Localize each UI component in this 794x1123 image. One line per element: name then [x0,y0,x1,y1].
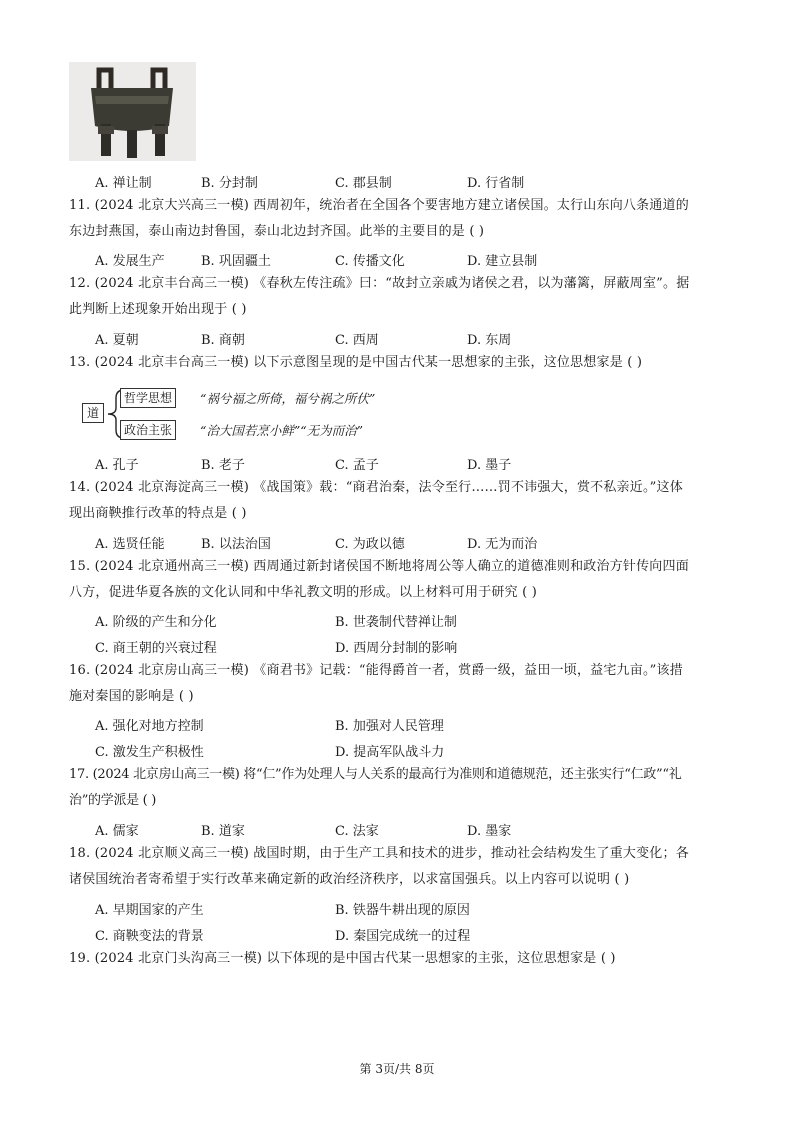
q15-option-c[interactable]: C. 商王朝的兴衰过程 [95,641,217,656]
q11-stem [69,193,729,245]
q14-option-b[interactable]: B. 以法治国 [201,537,271,552]
q11-line1: 11. (2024 北京大兴高三一模) 西周初年，统治者在全国各个要害地方建立诸侯国。太行山东向八条通道的 [69,198,689,213]
q15-line2: 八方，促进华夏各族的文化认同和中华礼教文明的形成。以上材料可用于研究 ( ) [69,585,538,600]
q11-option-b[interactable]: B. 巩固疆土 [201,254,271,269]
q11-option-a[interactable]: A. 发展生产 [95,254,165,269]
q11-option-d[interactable]: D. 建立县制 [467,254,538,269]
q18-option-b[interactable]: B. 铁器牛耕出现的原因 [335,903,470,918]
diagram-branch-philosophy: 哲学思想 [120,388,176,408]
q18-line1: 18. (2024 北京顺义高三一模) 战国时期，由于生产工具和技术的进步，推动社会结构发生了重大变化；各 [69,846,689,861]
q16-option-c[interactable]: C. 激发生产积极性 [95,745,204,760]
q11-line2: 东边封燕国，泰山南边封鲁国，泰山北边封齐国。此举的主要目的是 ( ) [69,224,485,239]
q17-stem [69,762,729,814]
q13-stem [69,350,729,376]
diagram-quote-politics: “治大国若烹小鲜”“无为而治” [200,423,364,438]
q17-option-b[interactable]: B. 道家 [201,824,245,839]
q13-option-c[interactable]: C. 孟子 [335,458,379,473]
q14-option-a[interactable]: A. 选贤任能 [95,537,165,552]
q17-option-a[interactable]: A. 儒家 [95,824,139,839]
q17-line1: 17. (2024 北京房山高三一模) 将“仁”作为处理人与人关系的最高行为准则和道德规范，还主张实行“仁政”“礼 [69,767,682,782]
q15-line1: 15. (2024 北京通州高三一模) 西周通过新封诸侯国不断地将周公等人确立的道德准则和政治方针传向四面 [69,559,689,574]
q16-line2: 施对秦国的影响是 ( ) [69,689,194,704]
diagram-branch-politics: 政治主张 [120,420,176,440]
q16-option-b[interactable]: B. 加强对人民管理 [335,719,444,734]
q18-option-c[interactable]: C. 商鞅变法的背景 [95,929,204,944]
q18-option-a[interactable]: A. 早期国家的产生 [95,903,204,918]
q12-line1: 12. (2024 北京丰台高三一模) 《春秋左传注疏》曰：“故封立亲戚为诸侯之君，以为藩篱，屏蔽周室”。据 [69,276,690,291]
q13-option-a[interactable]: A. 孔子 [95,458,139,473]
q12-stem [69,271,729,323]
q12-option-d[interactable]: D. 东周 [467,333,512,348]
q13-option-b[interactable]: B. 老子 [201,458,245,473]
q15-option-a[interactable]: A. 阶级的产生和分化 [95,615,217,630]
q15-option-b[interactable]: B. 世袭制代替禅让制 [335,615,457,630]
diagram-quote-philosophy: “祸兮福之所倚，福兮祸之所伏” [200,391,376,406]
q14-stem [69,475,729,527]
q15-stem [69,554,729,606]
q11-option-c[interactable]: C. 传播文化 [335,254,405,269]
q13-concept-diagram [82,386,412,442]
q10-option-c[interactable]: C. 郡县制 [335,176,392,191]
q16-line1: 16. (2024 北京房山高三一模) 《商君书》记载：“能得爵首一者，赏爵一级，益田一顷，益宅九亩。”该措 [69,663,683,678]
q14-line1: 14. (2024 北京海淀高三一模) 《战国策》载：“商君治秦，法令至行……罚不讳强大，赏不私亲近。”这体 [69,480,683,495]
q18-option-d[interactable]: D. 秦国完成统一的过程 [335,929,471,944]
ding-vessel-icon [69,62,196,161]
q16-option-d[interactable]: D. 提高军队战斗力 [335,745,445,760]
q15-option-d[interactable]: D. 西周分封制的影响 [335,641,458,656]
q14-option-c[interactable]: C. 为政以德 [335,537,405,552]
q18-stem [69,841,729,893]
q19-stem [69,946,729,972]
q12-option-b[interactable]: B. 商朝 [201,333,245,348]
bronze-ding-image [69,62,196,161]
q17-option-d[interactable]: D. 墨家 [467,824,512,839]
q10-option-a[interactable]: A. 禅让制 [95,176,152,191]
q18-line2: 诸侯国统治者寄希望于实行改革来确定新的政治经济秩序，以求富国强兵。以上内容可以说明 ( ) [69,872,630,887]
q13-option-d[interactable]: D. 墨子 [467,458,512,473]
q19-line1: 19. (2024 北京门头沟高三一模) 以下体现的是中国古代某一思想家的主张，这位思想家是 ( ) [69,951,616,966]
page-number-footer: 第 3页/共 8页 [359,1062,435,1076]
q12-line2: 此判断上述现象开始出现于 ( ) [69,302,247,317]
q14-option-d[interactable]: D. 无为而治 [467,537,538,552]
q16-stem [69,658,729,710]
q12-option-c[interactable]: C. 西周 [335,333,379,348]
q12-option-a[interactable]: A. 夏朝 [95,333,139,348]
diagram-root-dao: 道 [82,403,104,423]
q16-option-a[interactable]: A. 强化对地方控制 [95,719,204,734]
q10-option-d[interactable]: D. 行省制 [467,176,525,191]
q17-line2: 治”的学派是 ( ) [69,793,157,808]
q17-option-c[interactable]: C. 法家 [335,824,379,839]
q13-line1: 13. (2024 北京丰台高三一模) 以下示意图呈现的是中国古代某一思想家的主张，这位思想家是 ( ) [69,355,643,370]
q10-option-b[interactable]: B. 分封制 [201,176,258,191]
q14-line2: 现出商鞅推行改革的特点是 ( ) [69,506,247,521]
